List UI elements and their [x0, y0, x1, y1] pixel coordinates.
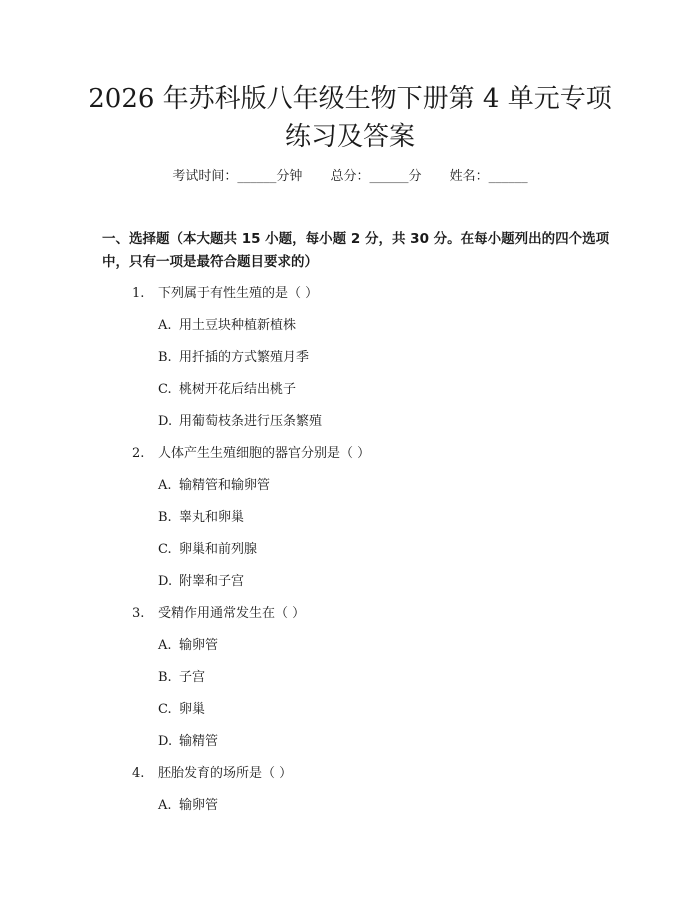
- question-item: [0, 278, 700, 438]
- option-letter: C.: [158, 542, 172, 557]
- title-line-1: 2026 年苏科版八年级生物下册第 4 单元专项: [88, 84, 612, 114]
- option-letter: A.: [158, 318, 172, 333]
- option-text: 附睾和子宫: [179, 574, 245, 589]
- option-text: 睾丸和卵巢: [179, 510, 245, 525]
- option-letter: B.: [158, 670, 172, 685]
- answer-option: [0, 502, 700, 534]
- answer-option: [0, 374, 700, 406]
- question-item: [0, 758, 700, 822]
- option-letter: D.: [158, 574, 173, 589]
- question-number: 3.: [132, 606, 145, 621]
- question-text: 下列属于有性生殖的是（ ）: [158, 286, 319, 301]
- option-text: 子宫: [179, 670, 206, 685]
- question-number: 1.: [132, 286, 145, 301]
- section-header: 一、选择题（本大题共 15 小题，每小题 2 分，共 30 分。在每小题列出的四个选项中，只有一项是最符合题目要求的）: [102, 231, 610, 270]
- option-letter: B.: [158, 510, 172, 525]
- option-text: 卵巢: [179, 702, 206, 717]
- option-letter: C.: [158, 702, 172, 717]
- answer-option: [0, 534, 700, 566]
- option-text: 用葡萄枝条进行压条繁殖: [179, 414, 323, 429]
- question-stem: [0, 758, 700, 790]
- answer-option: [0, 566, 700, 598]
- answer-option: [0, 630, 700, 662]
- option-letter: A.: [158, 638, 172, 653]
- option-text: 用土豆块种植新植株: [179, 318, 297, 333]
- answer-option: [0, 694, 700, 726]
- question-item: [0, 438, 700, 598]
- exam-time-field: 考试时间：______分钟: [172, 169, 303, 184]
- question-text: 胚胎发育的场所是（ ）: [158, 766, 293, 781]
- exam-info: [0, 168, 700, 186]
- answer-option: [0, 342, 700, 374]
- title-line-2: 练习及答案: [284, 122, 415, 152]
- answer-option: [0, 406, 700, 438]
- option-text: 输精管: [179, 734, 219, 749]
- question-stem: [0, 438, 700, 470]
- question-text: 受精作用通常发生在（ ）: [158, 606, 306, 621]
- option-text: 桃树开花后结出桃子: [179, 382, 297, 397]
- option-text: 用扦插的方式繁殖月季: [179, 350, 310, 365]
- option-letter: D.: [158, 414, 173, 429]
- option-text: 输卵管: [179, 638, 219, 653]
- document-title: [60, 80, 640, 156]
- student-name-field: 姓名：______: [449, 169, 528, 184]
- answer-option: [0, 662, 700, 694]
- question-number: 2.: [132, 446, 145, 461]
- option-letter: B.: [158, 350, 172, 365]
- question-item: [0, 598, 700, 758]
- option-text: 卵巢和前列腺: [179, 542, 258, 557]
- question-stem: [0, 598, 700, 630]
- total-score-field: 总分：______分: [330, 169, 422, 184]
- question-stem: [0, 278, 700, 310]
- option-letter: C.: [158, 382, 172, 397]
- option-text: 输精管和输卵管: [179, 478, 271, 493]
- option-letter: D.: [158, 734, 173, 749]
- option-letter: A.: [158, 478, 172, 493]
- option-text: 输卵管: [179, 798, 219, 813]
- question-list: [0, 278, 700, 822]
- answer-option: [0, 310, 700, 342]
- option-letter: A.: [158, 798, 172, 813]
- answer-option: [0, 790, 700, 822]
- answer-option: [0, 470, 700, 502]
- question-text: 人体产生生殖细胞的器官分别是（ ）: [158, 446, 371, 461]
- answer-option: [0, 726, 700, 758]
- question-number: 4.: [132, 766, 145, 781]
